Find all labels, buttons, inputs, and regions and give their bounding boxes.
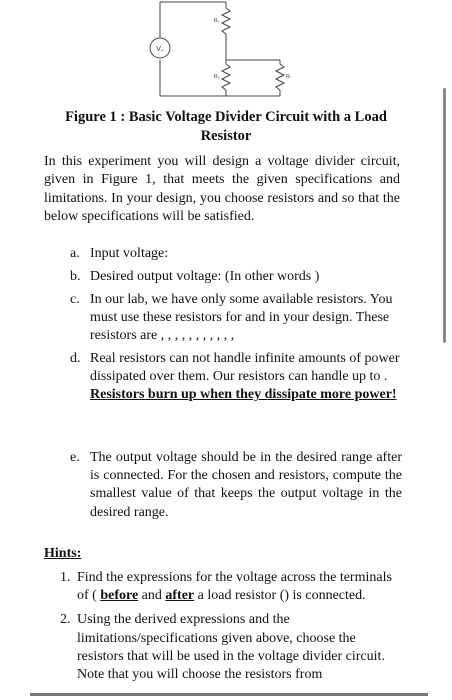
hint-marker: 1. (60, 570, 71, 585)
source-label: V₀ (156, 46, 164, 53)
item-text: In our lab, we have only some available resistors. You must use these resistors for and in your design. These resistors are , , , , , , , , , , , (90, 292, 393, 344)
spec-list (70, 350, 402, 405)
figure-caption (40, 108, 412, 146)
resistor-r1 (222, 8, 230, 34)
list-item-d (70, 350, 402, 405)
item-text: Input voltage: (90, 246, 169, 261)
hint-before: before (100, 588, 139, 604)
intro-paragraph: In this experiment you will design a voltage divider circuit, given in Figure 1, that meets the given specifications and limitations. In your design, you choose resistors and so that the below specifications will be satisfied. (44, 154, 400, 224)
hints-list (60, 569, 400, 684)
list-item-c (70, 291, 402, 346)
spec-list (70, 291, 402, 346)
item-text: The output voltage should be in the desired range after is connected. For the chosen and resistors, compute the smallest value of that keeps the output voltage in the desired range. (90, 450, 402, 520)
spec-list (70, 449, 402, 522)
rl-label: Rₗ (286, 74, 291, 80)
item-text: Desired output voltage: (In other words ) (90, 269, 320, 284)
hint-item-1 (60, 569, 400, 605)
list-item-a (70, 245, 402, 263)
item-marker: e. (70, 450, 80, 465)
r1-label: R₁ (214, 18, 220, 24)
hint-marker: 2. (60, 612, 71, 628)
resistor-rl (276, 64, 284, 90)
hint-text: a load resistor () is connected. (194, 588, 366, 604)
r2-label: R₂ (214, 74, 220, 80)
item-emphasis: Resistors burn up when they dissipate more power! (90, 387, 397, 403)
hint-item-2 (60, 611, 400, 684)
spec-list (70, 245, 402, 263)
hint-text: and (138, 588, 166, 604)
caption-line-1: Figure 1 : Basic Voltage Divider Circuit with a Load (65, 109, 387, 125)
item-marker: b. (70, 269, 81, 284)
hint-after: after (165, 588, 195, 604)
list-item-e (70, 449, 402, 522)
hints-title: Hints: (44, 546, 82, 561)
item-marker: a. (70, 246, 80, 261)
item-marker: d. (70, 351, 81, 366)
resistor-r2 (222, 64, 230, 90)
item-marker: c. (70, 292, 80, 307)
caption-line-2: Resistor (200, 128, 252, 144)
hint-text: Find the expressions for the voltage across the terminals of ( (77, 570, 392, 604)
hint-text: Using the derived expressions and the limitations/specifications given above, choose the resistors that will be used in the voltage divider circuit. Note that you will choose the resistors from (77, 612, 385, 683)
scrollbar[interactable] (443, 88, 446, 343)
list-item-b (70, 268, 402, 286)
circuit-diagram (0, 0, 452, 100)
spec-list (70, 268, 402, 286)
bottom-scroll-indicator (30, 693, 428, 696)
item-text: Real resistors can not handle infinite amounts of power dissipated over them. Our resistors can handle up to . (90, 351, 400, 385)
